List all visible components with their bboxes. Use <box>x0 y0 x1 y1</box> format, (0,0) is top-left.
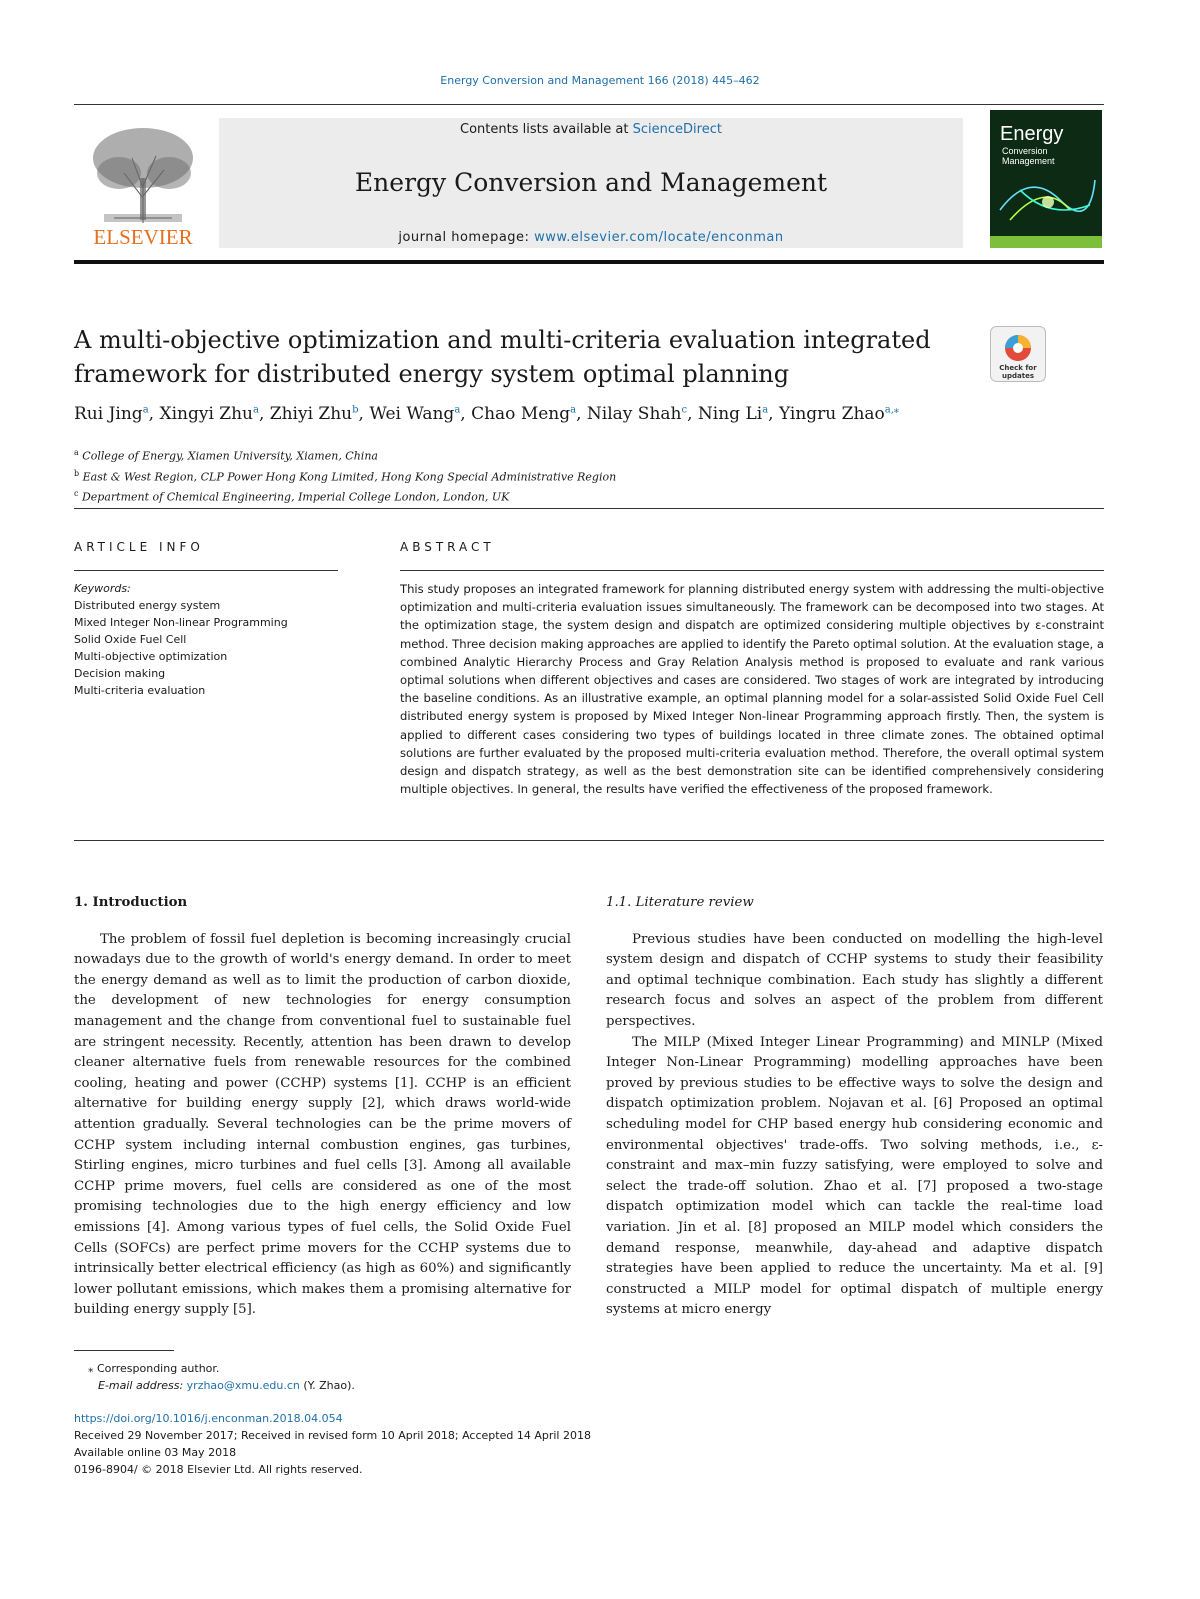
journal-cover-image <box>990 110 1102 248</box>
section-heading-introduction: 1. Introduction <box>74 895 188 910</box>
cover-subtitle-2: Management <box>1002 156 1055 166</box>
publisher-name: ELSEVIER <box>93 225 193 248</box>
journal-reference[interactable]: Energy Conversion and Management 166 (2018) 445–462 <box>440 74 760 87</box>
keyword-item: Multi-criteria evaluation <box>74 684 206 697</box>
contents-prefix: Contents lists available at <box>460 122 633 137</box>
footnote-rule <box>74 1350 174 1351</box>
keyword-item: Multi-objective optimization <box>74 650 228 663</box>
footnotes <box>74 1360 674 1394</box>
author-affiliation-marker[interactable]: a,⁎ <box>884 404 899 416</box>
article-title: A multi-objective optimization and multi-criteria evaluation integrated framework for distributed energy system optimal planning <box>74 326 931 388</box>
keyword-list <box>74 597 338 699</box>
author-name[interactable]: Chao Meng <box>471 404 571 424</box>
homepage-line <box>219 230 963 245</box>
body-column-left <box>74 893 571 1321</box>
author-name[interactable]: Yingru Zhao <box>778 404 885 424</box>
keyword-item: Mixed Integer Non-linear Programming <box>74 616 288 629</box>
affiliations <box>74 444 1104 506</box>
author-affiliation-marker[interactable]: a <box>253 404 259 416</box>
abstract-text: This study proposes an integrated framework for planning distributed energy system with addressing the multi-objective optimization and multi-criteria evaluation issues simultaneously. The framework can be decomposed into two stages. At the optimization stage, the system design and dispatch are optimized considering multiple objectives by ε-constraint method. Three decision making approaches are applied to identify the Pareto optimal solution. At the evaluation stage, a combined Analytic Hierarchy Process and Gray Relation Analysis method is proposed to evaluate and rank various optimal solutions when different objectives and cases are considered. Two stages of work are integrated by introducing the baseline conditions. As an illustrative example, an optimal planning model for a solar-assisted Solid Oxide Fuel Cell distributed energy system is proposed by Mixed Integer Non-linear Programming approach firstly. Then, the system is applied to different cases considering two types of buildings located in three climate zones. The obtained optimal solutions are further evaluated by the proposed multi-criteria evaluation method. Therefore, the overall optimal system design and dispatch strategy, as well as the best demonstration site can be identified comprehensively considering multiple objectives. In general, the results have verified the effectiveness of the proposed framework. <box>400 582 1104 797</box>
contents-line <box>219 122 963 137</box>
keyword-item: Distributed energy system <box>74 599 221 612</box>
email-link[interactable]: yrzhao@xmu.edu.cn <box>186 1379 300 1392</box>
journal-name: Energy Conversion and Management <box>354 168 828 197</box>
body-column-right <box>606 893 1103 1321</box>
author-affiliation-marker[interactable]: b <box>352 404 359 416</box>
corresponding-author-note: ⁎ Corresponding author. <box>88 1362 220 1375</box>
available-online: Available online 03 May 2018 <box>74 1446 237 1459</box>
doi-link[interactable]: https://doi.org/10.1016/j.enconman.2018.04.054 <box>74 1412 343 1425</box>
article-info-rule <box>74 570 338 571</box>
sciencedirect-link[interactable]: ScienceDirect <box>632 122 722 137</box>
author-name[interactable]: Zhiyi Zhu <box>269 404 353 424</box>
affiliation-item <box>74 444 1104 465</box>
affiliation-item <box>74 485 1104 506</box>
title-rule <box>74 508 1104 509</box>
email-note <box>74 1377 674 1394</box>
abstract-rule <box>400 570 1104 571</box>
crossmark-label-2: updates <box>1002 372 1034 380</box>
keyword-item: Solid Oxide Fuel Cell <box>74 633 187 646</box>
author-name[interactable]: Ning Li <box>697 404 763 424</box>
article-metadata <box>74 1410 774 1478</box>
affiliation-text: Department of Chemical Engineering, Imperial College London, London, UK <box>78 490 510 504</box>
cover-subtitle-1: Conversion <box>1002 146 1048 156</box>
affiliation-key: c <box>74 489 79 499</box>
abstract-heading: ABSTRACT <box>400 540 495 554</box>
crossmark-label-1: Check for <box>999 364 1037 372</box>
copyright-line: 0196-8904/ © 2018 Elsevier Ltd. All rights reserved. <box>74 1463 363 1476</box>
author-name[interactable]: Nilay Shah <box>586 404 682 424</box>
author-affiliation-marker[interactable]: a <box>570 404 577 416</box>
affiliation-key: a <box>74 448 79 457</box>
subsection-heading-literature-review: 1.1. Literature review <box>606 895 754 910</box>
affiliation-key: b <box>74 468 80 478</box>
keywords-block <box>74 580 338 699</box>
author-affiliation-marker[interactable]: c <box>681 404 688 416</box>
header-thick-rule <box>74 260 1104 264</box>
elsevier-logo <box>74 118 212 248</box>
keywords-label: Keywords: <box>74 582 131 595</box>
affiliation-text: College of Energy, Xiamen University, Xiamen, China <box>78 449 378 463</box>
affiliation-text: East & West Region, CLP Power Hong Kong Limited, Hong Kong Special Administrative Region <box>79 470 617 484</box>
abstract-bottom-rule <box>74 840 1104 841</box>
author-affiliation-marker[interactable]: a <box>762 404 769 416</box>
check-for-updates-badge[interactable] <box>990 326 1046 382</box>
email-suffix: (Y. Zhao). <box>299 1379 355 1392</box>
intro-paragraph: The problem of fossil fuel depletion is becoming increasingly crucial nowadays due to the growth of world's energy demand. In order to meet the energy demand as well as to limit the production of carbon dioxide, the development of new technologies for energy consumption management and the change from conventional fuel to sustainable fuel are stringent necessity. Recently, attention has been drawn to develop cleaner alternative fuels from renewable resources for the combined cooling, heating and power (CCHP) systems [1]. CCHP is an efficient alternative for building energy supply [2], which draws world-wide attention gradually. Several technologies can be the prime movers of CCHP system including internal combustion engines, gas turbines, Stirling engines, micro turbines and fuel cells [3]. Among all available CCHP prime movers, fuel cells are considered as one of the most promising technologies due to the high energy efficiency and low emissions [4]. Among various types of fuel cells, the Solid Oxide Fuel Cells (SOFCs) are perfect prime movers for the CCHP systems due to intrinsically better electrical efficiency (as high as 60%) and significantly lower pollutant emissions, which makes them a promising alternative for building energy supply [5]. <box>74 931 571 1318</box>
article-dates: Received 29 November 2017; Received in revised form 10 April 2018; Accepted 14 April 2018 <box>74 1429 591 1442</box>
cover-title: Energy <box>1000 123 1064 145</box>
author-affiliation-marker[interactable]: a <box>454 404 461 416</box>
homepage-prefix: journal homepage: <box>398 230 535 245</box>
homepage-link[interactable]: www.elsevier.com/locate/enconman <box>534 230 784 245</box>
article-info-heading: ARTICLE INFO <box>74 540 204 554</box>
keyword-item: Decision making <box>74 667 166 680</box>
literature-paragraph-1: Previous studies have been conducted on modelling the high-level system design and dispatch of CCHP systems to study their feasibility and optimal technique combination. Each study has slightly a different research focus and solves an aspect of the problem from different perspectives. <box>606 931 1103 1029</box>
author-list: Rui Jing$^a$, Xingyi Zhu$^a$, Zhiyi Zhu$^b$, Wei Wang$^a$, Chao Meng$^a$, Nilay Shah$^c$, Ning Li$^a$, Yingru Zhao$^{a,⁎}$ <box>74 404 899 424</box>
author-name[interactable]: Xingyi Zhu <box>159 404 253 424</box>
header-rule <box>74 104 1104 105</box>
literature-paragraph-2: The MILP (Mixed Integer Linear Programming) and MINLP (Mixed Integer Non-Linear Programming) modelling approaches have been proved by previous studies to be effective ways to solve the design and dispatch optimization problem. Nojavan et al. [6] Proposed an optimal scheduling model for CHP based energy hub considering economic and environmental objectives' trade-offs. Two solving methods, i.e., ε-constraint and max–min fuzzy satisfying, were employed to solve and select the trade-off solution. Zhao et al. [7] proposed a two-stage dispatch optimization model which can tackle the real-time load variation. Jin et al. [8] proposed an MILP model which considers the demand response, meanwhile, day-ahead and adaptive dispatch strategies have been applied to reduce the uncertainty. Ma et al. [9] constructed a MILP model for optimal dispatch of multiple energy systems at micro energy <box>606 1034 1103 1318</box>
author-affiliation-marker[interactable]: a <box>142 404 149 416</box>
author-name[interactable]: Wei Wang <box>369 404 455 424</box>
email-label: E-mail address: <box>98 1379 187 1392</box>
author-name[interactable]: Rui Jing <box>74 404 143 424</box>
affiliation-item <box>74 465 1104 486</box>
